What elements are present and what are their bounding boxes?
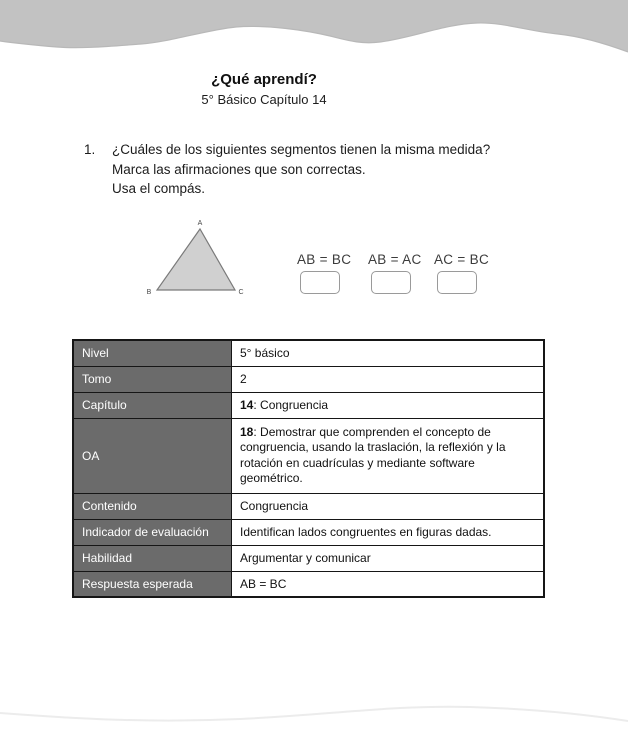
question-line-1: ¿Cuáles de los siguientes segmentos tienen la misma medida?	[112, 142, 491, 157]
triangle-vertex-label-a: A	[197, 220, 203, 227]
row-value-habilidad: Argumentar y comunicar	[232, 545, 545, 571]
page-subtitle: 5° Básico Capítulo 14	[201, 92, 327, 107]
row-header-habilidad: Habilidad	[73, 545, 232, 571]
answer-option-ab-bc	[297, 253, 351, 294]
question-number: 1.	[84, 142, 96, 157]
row-value-indicador: Identifican lados congruentes en figuras dadas.	[232, 519, 545, 545]
row-header-respuesta: Respuesta esperada	[73, 571, 232, 597]
answer-checkbox-ab-bc[interactable]	[300, 271, 340, 294]
table-row-oa	[73, 418, 544, 493]
row-value-respuesta: AB = BC	[232, 571, 545, 597]
triangle-vertex-label-b: B	[146, 289, 152, 296]
metadata-table	[72, 339, 545, 598]
answer-option-ac-bc	[434, 253, 489, 294]
answer-option-label: AB = BC	[297, 252, 352, 267]
table-row-contenido	[73, 493, 544, 519]
row-header-oa: OA	[73, 418, 232, 493]
row-header-contenido: Contenido	[73, 493, 232, 519]
row-value-capitulo: 14: Congruencia	[232, 392, 545, 418]
table-row-indicador	[73, 519, 544, 545]
footer-wave-decoration	[0, 695, 628, 746]
triangle-vertex-label-c: C	[238, 289, 244, 296]
table-row-tomo	[73, 366, 544, 392]
triangle-figure	[140, 216, 250, 300]
question-line-3: Usa el compás.	[112, 181, 206, 196]
answer-option-label: AC = BC	[434, 252, 489, 267]
answer-checkbox-ac-bc[interactable]	[437, 271, 477, 294]
row-value-tomo: 2	[232, 366, 545, 392]
header-wave-decoration	[0, 0, 628, 60]
answer-checkbox-ab-ac[interactable]	[371, 271, 411, 294]
question-line-2: Marca las afirmaciones que son correctas.	[112, 161, 366, 177]
title-block	[0, 71, 528, 107]
answer-option-label: AB = AC	[368, 252, 422, 267]
triangle-shape	[157, 229, 235, 290]
row-header-nivel: Nivel	[73, 340, 232, 366]
row-header-tomo: Tomo	[73, 366, 232, 392]
row-value-nivel: 5° básico	[232, 340, 545, 366]
question-text	[112, 140, 490, 199]
answer-option-ab-ac	[368, 253, 422, 294]
table-row-capitulo	[73, 392, 544, 418]
row-header-capitulo: Capítulo	[73, 392, 232, 418]
page-title: ¿Qué aprendí?	[211, 71, 317, 88]
table-row-nivel	[73, 340, 544, 366]
table-row-habilidad	[73, 545, 544, 571]
question-block	[84, 140, 490, 199]
row-value-contenido: Congruencia	[232, 493, 545, 519]
row-value-oa: 18: Demostrar que comprenden el concepto de congruencia, usando la traslación, la reflexión y la rotación en cuadrículas y mediante software geométrico.	[232, 418, 545, 493]
table-row-respuesta	[73, 571, 544, 597]
row-header-indicador: Indicador de evaluación	[73, 519, 232, 545]
